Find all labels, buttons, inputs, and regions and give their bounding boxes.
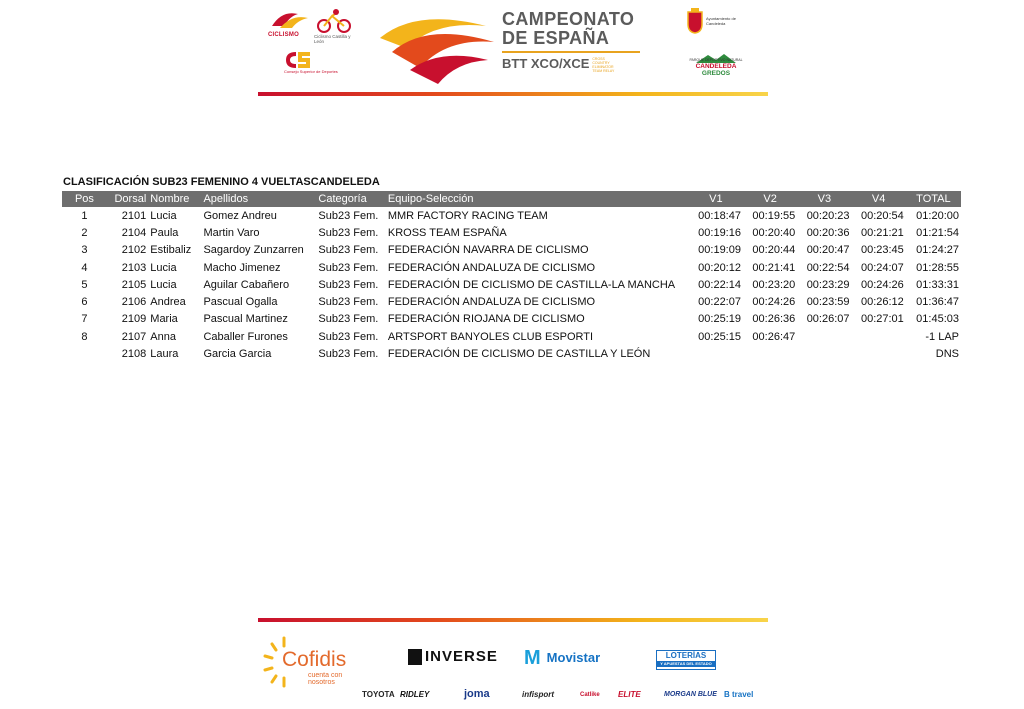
cell-equipo: FEDERACIÓN NAVARRA DE CICLISMO <box>387 244 589 257</box>
loterias-name: LOTERÍAS <box>665 651 707 660</box>
results-header-row <box>62 191 961 207</box>
cell-v3: 00:20:23 <box>806 209 850 222</box>
table-row <box>62 328 961 345</box>
cell-equipo: FEDERACIÓN RIOJANA DE CICLISMO <box>387 313 585 326</box>
cell-nombre: Lucia <box>150 209 177 222</box>
event-header <box>258 0 770 100</box>
cell-v1 <box>689 345 743 362</box>
cell-pos: 5 <box>81 278 88 291</box>
rfec-emblem-icon <box>268 8 312 32</box>
event-title-line1: CAMPEONATO <box>502 9 635 29</box>
event-title <box>502 10 652 73</box>
cell-v3 <box>797 328 851 345</box>
cell-v1: 00:22:07 <box>698 296 741 309</box>
cell-v3 <box>797 345 851 362</box>
cell-pos: 4 <box>81 261 88 274</box>
cofidis-name: Cofidis <box>282 648 347 671</box>
cell-nombre: Lucia <box>150 278 177 291</box>
cell-v4 <box>852 328 906 345</box>
rfec-text: CICLISMO <box>268 32 299 38</box>
cell-v2: 00:20:40 <box>752 226 796 239</box>
csd-logo <box>284 50 344 80</box>
movistar-logo <box>524 647 600 670</box>
cell-apellidos: Macho Jimenez <box>203 261 281 274</box>
col-categoria: Categoría <box>316 191 385 207</box>
cell-pos: 2 <box>81 226 88 239</box>
table-row <box>62 242 961 259</box>
cell-v2: 00:23:20 <box>752 278 796 291</box>
inverse-mark-icon <box>408 649 422 665</box>
cell-v4: 00:27:01 <box>860 313 904 326</box>
cell-dorsal: 2108 <box>121 348 147 361</box>
cell-nombre: Andrea <box>150 296 186 309</box>
cell-v2: 00:26:47 <box>752 330 796 343</box>
cell-total: 01:36:47 <box>916 296 959 309</box>
table-row <box>62 259 961 276</box>
event-title-rule <box>502 51 640 53</box>
cell-dorsal: 2104 <box>121 226 147 239</box>
cell-v1: 00:25:15 <box>698 330 741 343</box>
cell-v4: 00:24:26 <box>860 278 904 291</box>
cell-dorsal: 2102 <box>121 244 147 257</box>
table-row <box>62 311 961 328</box>
cell-v2: 00:21:41 <box>752 261 796 274</box>
cell-pos: 7 <box>81 313 88 326</box>
cell-equipo: FEDERACIÓN DE CICLISMO DE CASTILLA Y LEÓN <box>387 348 651 361</box>
cell-v1: 00:20:12 <box>698 261 741 274</box>
sponsor-infisport: infisport <box>522 690 554 699</box>
candeleda-logo <box>686 50 746 82</box>
cell-total: 01:28:55 <box>916 261 959 274</box>
movistar-m-icon: M <box>524 647 541 669</box>
cell-apellidos: Sagardoy Zunzarren <box>203 244 304 257</box>
sponsor-catlike: Catlike <box>580 692 600 698</box>
cell-v4: 00:21:21 <box>860 226 904 239</box>
cell-v4: 00:23:45 <box>860 244 904 257</box>
cell-v4: 00:26:12 <box>860 296 904 309</box>
ayuntamiento-logo <box>686 8 746 40</box>
cell-dorsal: 2101 <box>121 209 147 222</box>
cell-total: 01:20:00 <box>916 209 959 222</box>
cell-dorsal: 2103 <box>121 261 147 274</box>
cell-v2: 00:19:55 <box>752 209 796 222</box>
cell-v3: 00:23:29 <box>806 278 850 291</box>
cell-pos: 8 <box>81 330 88 343</box>
header-color-bar <box>258 92 768 96</box>
ayuntamiento-text: Ayuntamiento de Candeleda <box>706 16 736 26</box>
cofidis-logo <box>262 636 352 688</box>
col-equipo: Equipo-Selección <box>386 191 689 207</box>
results-title: CLASIFICACIÓN SUB23 FEMENINO 4 VUELTASCANDELEDA <box>63 176 380 188</box>
ccl-logo <box>314 8 360 44</box>
cell-v1: 00:18:47 <box>698 209 741 222</box>
cell-v2: 00:24:26 <box>752 296 796 309</box>
cell-categoria: Sub23 Fem. <box>318 278 379 291</box>
event-title-line3: BTT XCO/XCE <box>502 56 590 71</box>
cell-pos <box>62 345 107 362</box>
inverse-name: INVERSE <box>425 648 498 665</box>
cell-categoria: Sub23 Fem. <box>318 209 379 222</box>
table-row <box>62 224 961 241</box>
cell-apellidos: Garcia Garcia <box>203 348 272 361</box>
coat-of-arms-icon <box>686 8 704 34</box>
cell-v4 <box>852 345 906 362</box>
cell-apellidos: Aguilar Cabañero <box>203 278 290 291</box>
cell-v3: 00:22:54 <box>806 261 850 274</box>
cell-equipo: ARTSPORT BANYOLES CLUB ESPORTI <box>387 330 594 343</box>
cell-pos: 1 <box>81 209 88 222</box>
cell-categoria: Sub23 Fem. <box>318 330 379 343</box>
sponsor-toyota: TOYOTA <box>362 690 395 699</box>
cell-dorsal: 2106 <box>121 296 147 309</box>
event-swoosh-logo <box>376 8 498 88</box>
col-dorsal: Dorsal <box>107 191 148 207</box>
cell-equipo: MMR FACTORY RACING TEAM <box>387 209 548 222</box>
cell-nombre: Anna <box>150 330 176 343</box>
cell-nombre: Maria <box>150 313 178 326</box>
table-row <box>62 293 961 310</box>
cell-nombre: Paula <box>150 226 179 239</box>
sponsor-btravel: B travel <box>724 690 754 699</box>
cell-total: 01:45:03 <box>916 313 959 326</box>
event-title-line2: DE ESPAÑA <box>502 28 610 48</box>
sponsor-ridley: RIDLEY <box>400 690 430 699</box>
inverse-logo <box>408 648 498 665</box>
cell-equipo: FEDERACIÓN ANDALUZA DE CICLISMO <box>387 261 596 274</box>
cell-v2 <box>743 345 797 362</box>
col-apellidos: Apellidos <box>201 191 316 207</box>
ccl-text: Ciclismo Castilla y León <box>314 34 351 44</box>
col-nombre: Nombre <box>148 191 201 207</box>
cell-equipo: KROSS TEAM ESPAÑA <box>387 226 507 239</box>
cell-dorsal: 2105 <box>121 278 147 291</box>
cell-equipo: FEDERACIÓN ANDALUZA DE CICLISMO <box>387 296 596 309</box>
col-pos: Pos <box>62 191 107 207</box>
cell-nombre: Estibaliz <box>150 244 192 257</box>
cell-dorsal: 2109 <box>121 313 147 326</box>
cell-v3: 00:26:07 <box>806 313 850 326</box>
cell-v1: 00:22:14 <box>698 278 741 291</box>
cell-total: 01:21:54 <box>916 226 959 239</box>
col-v3: V3 <box>797 191 851 207</box>
csd-emblem-icon <box>284 50 312 70</box>
cell-apellidos: Gomez Andreu <box>203 209 277 222</box>
cell-apellidos: Martin Varo <box>203 226 260 239</box>
cell-categoria: Sub23 Fem. <box>318 226 379 239</box>
cell-pos: 6 <box>81 296 88 309</box>
cell-total: -1 LAP <box>925 330 959 343</box>
cell-categoria: Sub23 Fem. <box>318 296 379 309</box>
col-v1: V1 <box>689 191 743 207</box>
cell-apellidos: Pascual Martinez <box>203 313 288 326</box>
table-row <box>62 276 961 293</box>
sponsor-joma: joma <box>464 688 490 700</box>
cell-v1: 00:19:09 <box>698 244 741 257</box>
rfec-logo <box>268 8 320 42</box>
cell-categoria: Sub23 Fem. <box>318 313 379 326</box>
cell-v3: 00:23:59 <box>806 296 850 309</box>
cell-pos: 3 <box>81 244 88 257</box>
cell-v3: 00:20:36 <box>806 226 850 239</box>
candeleda-line3: GREDOS <box>701 70 731 77</box>
col-v2: V2 <box>743 191 797 207</box>
cell-v4: 00:20:54 <box>860 209 904 222</box>
table-row <box>62 207 961 224</box>
cell-v1: 00:19:16 <box>698 226 741 239</box>
cell-v1: 00:25:19 <box>698 313 741 326</box>
sponsor-morgan-blue: MORGAN BLUE <box>664 691 717 698</box>
event-title-small: CROSS COUNTRY ELIMINATOR TEAM RELAY <box>592 57 615 73</box>
cell-v2: 00:26:36 <box>752 313 796 326</box>
cell-equipo: FEDERACIÓN DE CICLISMO DE CASTILLA-LA MANCHA <box>387 278 676 291</box>
loterias-sub: Y APUESTAS DEL ESTADO <box>657 661 715 667</box>
cell-v3: 00:20:47 <box>806 244 850 257</box>
cell-apellidos: Caballer Furones <box>203 330 288 343</box>
candeleda-line1: PARQUE DEPORTIVO NATURAL <box>689 58 743 62</box>
cell-v2: 00:20:44 <box>752 244 796 257</box>
footer-color-bar <box>258 618 768 622</box>
results-table <box>62 191 961 363</box>
cyclist-icon <box>314 8 354 34</box>
candeleda-line2: CANDELEDA <box>695 63 737 70</box>
cell-v4: 00:24:07 <box>860 261 904 274</box>
movistar-name: Movistar <box>546 649 601 665</box>
cell-categoria: Sub23 Fem. <box>318 348 379 361</box>
csd-text: Consejo Superior de Deportes <box>284 69 338 74</box>
cell-total: DNS <box>935 348 959 361</box>
cell-categoria: Sub23 Fem. <box>318 244 379 257</box>
loterias-logo <box>656 650 716 670</box>
results-body <box>62 207 961 363</box>
cell-total: 01:33:31 <box>916 278 959 291</box>
cell-apellidos: Pascual Ogalla <box>203 296 278 309</box>
cell-dorsal: 2107 <box>121 330 147 343</box>
cell-categoria: Sub23 Fem. <box>318 261 379 274</box>
col-v4: V4 <box>852 191 906 207</box>
table-row <box>62 345 961 362</box>
cofidis-sub: cuenta con nosotros <box>308 672 343 686</box>
col-total: TOTAL <box>906 191 961 207</box>
cell-nombre: Lucia <box>150 261 177 274</box>
cell-nombre: Laura <box>150 348 179 361</box>
cell-total: 01:24:27 <box>916 244 959 257</box>
sponsor-elite: ELITE <box>618 690 641 699</box>
